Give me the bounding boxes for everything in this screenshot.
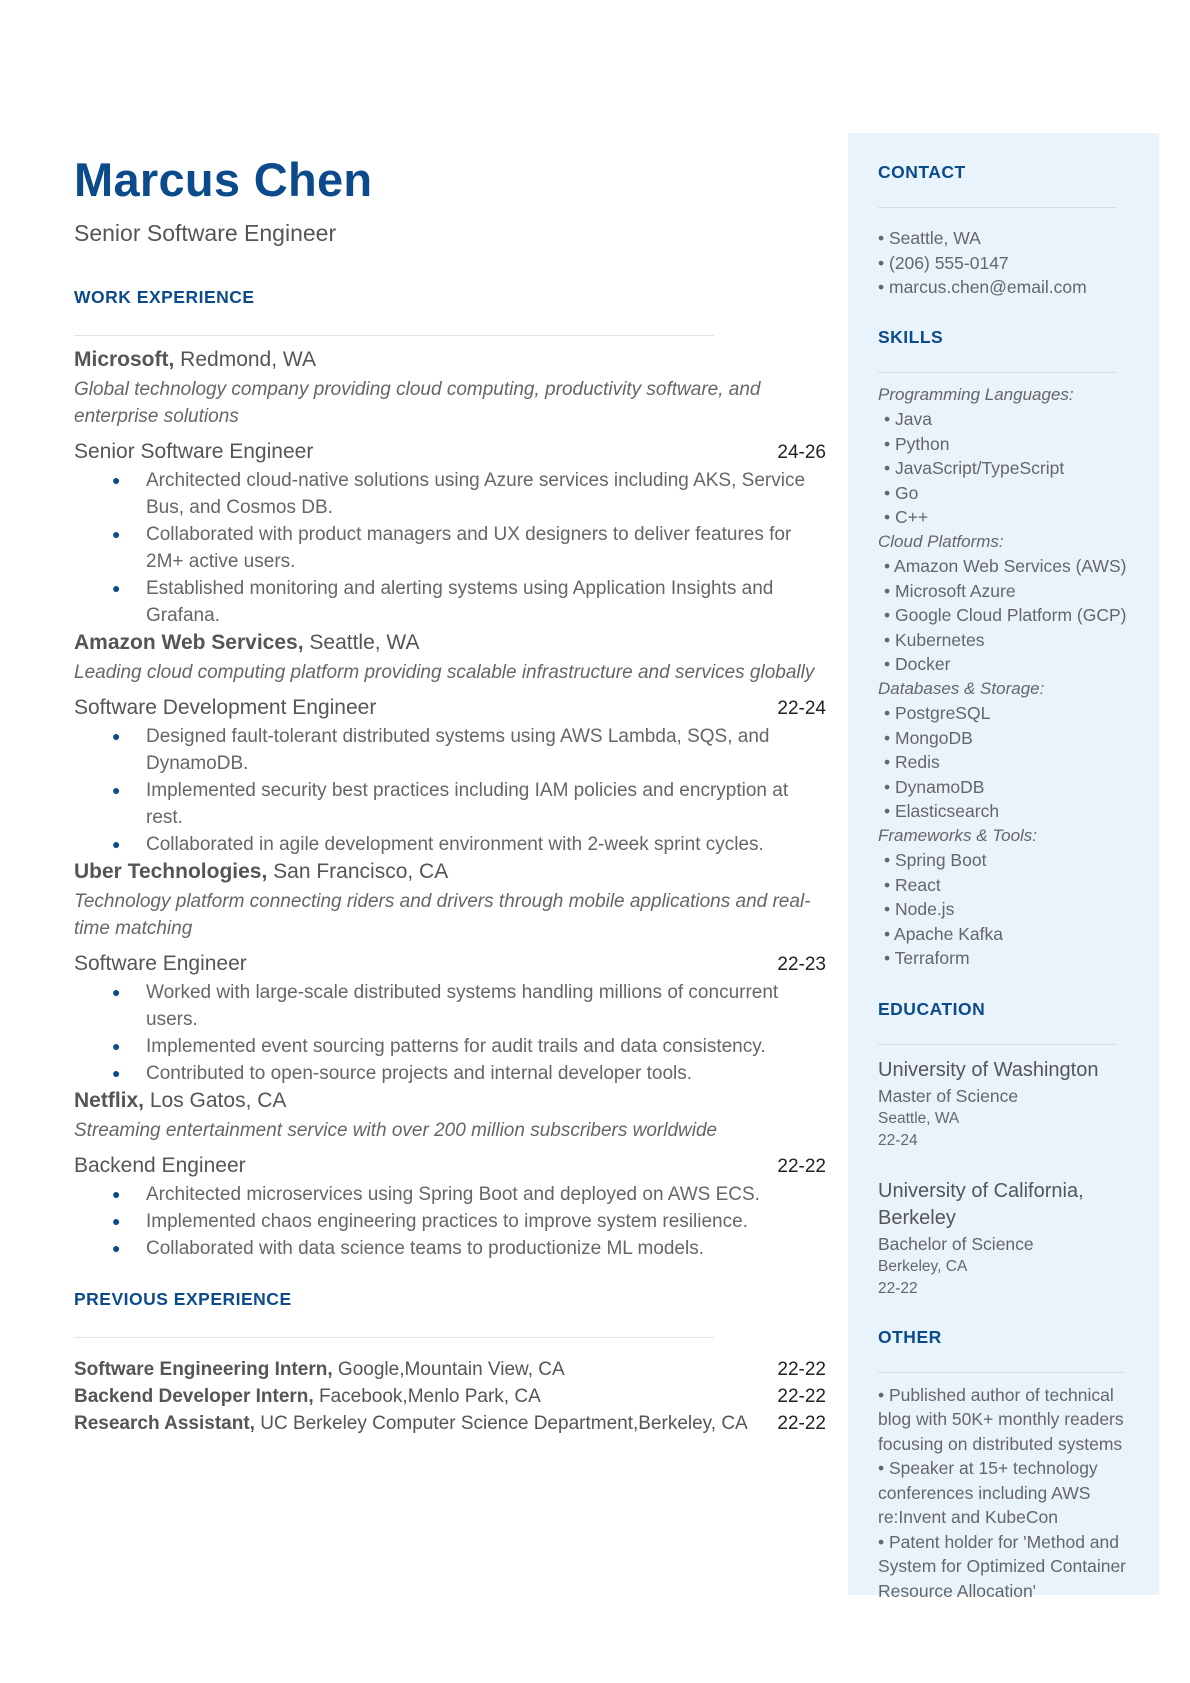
previous-role: Backend Developer Intern, [74,1386,314,1407]
skill-item: • C++ [884,507,929,527]
previous-experience-heading: PREVIOUS EXPERIENCE [74,1289,292,1309]
sidebar-divider [878,1044,1116,1045]
company-location: Los Gatos, CA [144,1089,287,1112]
candidate-name: Marcus Chen [74,153,373,206]
previous-role: Software Engineering Intern, [74,1359,333,1380]
contact-phone: • (206) 555-0147 [878,252,1009,273]
job-bullet: ● Collaborated in agile development environment with 2-week sprint cycles. [74,831,826,858]
previous-item [74,1356,826,1383]
skill-item: • Docker [884,654,951,674]
company-description: Leading cloud computing platform providing scalable infrastructure and services globally [74,662,815,683]
degree: Master of Science [878,1085,1019,1106]
section-divider [74,335,714,336]
skill-item: • Apache Kafka [884,923,1003,944]
work-experience-heading: WORK EXPERIENCE [74,287,255,307]
skill-item: • Elasticsearch [884,801,1000,821]
contact-location: • Seattle, WA [878,228,981,248]
job-entry [74,629,826,858]
job-role: Senior Software Engineer [74,440,314,463]
skill-item: • JavaScript/TypeScript [884,458,1065,478]
job-dates: 22-24 [777,698,826,719]
skill-item: • Kubernetes [884,629,985,650]
sidebar-divider [878,372,1116,373]
skill-item: • DynamoDB [884,776,985,797]
job-role: Software Engineer [74,952,247,975]
previous-org: Google,Mountain View, CA [332,1359,565,1380]
job-bullet: ● Contributed to open-source projects and internal developer tools. [74,1060,826,1087]
previous-dates: 22-22 [777,1386,826,1407]
job-entry [74,858,826,1087]
company-description: Streaming entertainment service with over 200 million subscribers worldwide [74,1120,718,1141]
school-location: Berkeley, CA [878,1257,968,1275]
skill-item: • Spring Boot [884,850,987,870]
previous-dates: 22-22 [777,1413,826,1434]
skill-item: • Java [884,409,932,429]
previous-role: Research Assistant, [74,1413,255,1434]
role-row [74,950,826,979]
company-description: Global technology company providing cloud computing, productivity software, and enterprise solutions [74,379,761,427]
previous-org: UC Berkeley Computer Science Department,Berkeley, CA [254,1413,748,1434]
contact-heading: CONTACT [878,162,966,182]
education-entry [878,1057,1138,1152]
job-bullets [74,979,826,1087]
job-bullet: ● Implemented event sourcing patterns for audit trails and data consistency. [74,1033,826,1060]
education-dates: 22-24 [878,1131,918,1149]
education-dates: 22-22 [878,1279,918,1297]
skills-heading: SKILLS [878,326,944,347]
other-item: • Published author of technical blog with 50K+ monthly readers focusing on distributed systems [878,1384,1124,1454]
company-description: Technology platform connecting riders and drivers through mobile applications and real-time matching [74,891,811,939]
sidebar [848,133,1159,1601]
skill-category: Cloud Platforms: [878,531,1004,551]
job-bullets [74,1181,826,1262]
job-bullet: ● Worked with large-scale distributed systems handling millions of concurrent users. [74,979,826,1033]
skill-item: • Google Cloud Platform (GCP) [884,605,1127,625]
job-role: Software Development Engineer [74,696,377,719]
skill-item: • React [884,874,941,895]
skill-category: Programming Languages: [878,384,1074,404]
role-row [74,438,826,467]
main-column [74,150,826,1437]
company-line [74,858,826,886]
skill-category: Frameworks & Tools: [878,825,1038,845]
previous-item [74,1410,826,1437]
job-entry [74,1087,826,1262]
company-line [74,1087,826,1115]
school-location: Seattle, WA [878,1109,960,1127]
company-location: Seattle, WA [303,631,420,654]
skill-item: • MongoDB [884,727,973,748]
company-location: Redmond, WA [174,348,316,371]
company-name: Uber Technologies, [74,860,268,883]
previous-dates: 22-22 [777,1359,826,1380]
skill-item: • Terraform [884,948,970,968]
skill-item: • Redis [884,752,940,772]
school-name: University of Washington [878,1058,1099,1081]
role-row [74,1152,826,1181]
job-dates: 22-23 [777,954,826,975]
job-bullet: ● Implemented chaos engineering practices to improve system resilience. [74,1208,826,1235]
company-location: San Francisco, CA [267,860,449,883]
other-item: • Speaker at 15+ technology conferences including AWS re:Invent and KubeCon [878,1458,1098,1527]
job-bullet: ● Established monitoring and alerting systems using Application Insights and Grafana. [74,575,826,629]
sidebar-divider [878,207,1116,208]
job-bullet: ● Architected microservices using Spring Boot and deployed on AWS ECS. [74,1181,826,1208]
contact-email: • marcus.chen@email.com [878,277,1087,297]
candidate-title: Senior Software Engineer [74,220,337,246]
skill-item: • Amazon Web Services (AWS) [884,556,1127,576]
company-name: Amazon Web Services, [74,631,304,654]
role-row [74,694,826,723]
skill-item: • Node.js [884,899,955,919]
skill-item: • Python [884,433,950,454]
job-entry [74,346,826,629]
job-bullet: ● Implemented security best practices including IAM policies and encryption at rest. [74,777,826,831]
previous-item [74,1383,826,1410]
company-line [74,629,826,657]
other-heading: OTHER [878,1326,942,1347]
skill-item: • PostgreSQL [884,703,991,723]
degree: Bachelor of Science [878,1233,1034,1254]
job-bullet: ● Collaborated with product managers and UX designers to deliver features for 2M+ active users. [74,521,826,575]
company-line [74,346,826,374]
other-item: • Patent holder for 'Method and System for Optimized Container Resource Allocation' [878,1531,1127,1601]
sidebar-divider [878,1372,1124,1373]
skill-item: • Microsoft Azure [884,580,1016,601]
company-name: Netflix, [74,1089,145,1112]
skill-category: Databases & Storage: [878,678,1045,698]
job-bullet: ● Collaborated with data science teams to productionize ML models. [74,1235,826,1262]
company-name: Microsoft, [74,348,175,371]
education-heading: EDUCATION [878,998,986,1019]
education-entry [878,1178,1138,1300]
job-dates: 24-26 [777,442,826,463]
sidebar-content [878,133,1138,1603]
section-divider [74,1337,714,1338]
job-dates: 22-22 [777,1156,826,1177]
job-role: Backend Engineer [74,1154,246,1177]
skill-item: • Go [884,482,919,503]
job-bullets [74,467,826,629]
school-name: University of California, Berkeley [878,1179,1084,1229]
job-bullet: ● Architected cloud-native solutions using Azure services including AKS, Service Bus, and Cosmos DB. [74,467,826,521]
previous-org: Facebook,Menlo Park, CA [313,1386,541,1407]
job-bullets [74,723,826,858]
job-bullet: ● Designed fault-tolerant distributed systems using AWS Lambda, SQS, and DynamoDB. [74,723,826,777]
